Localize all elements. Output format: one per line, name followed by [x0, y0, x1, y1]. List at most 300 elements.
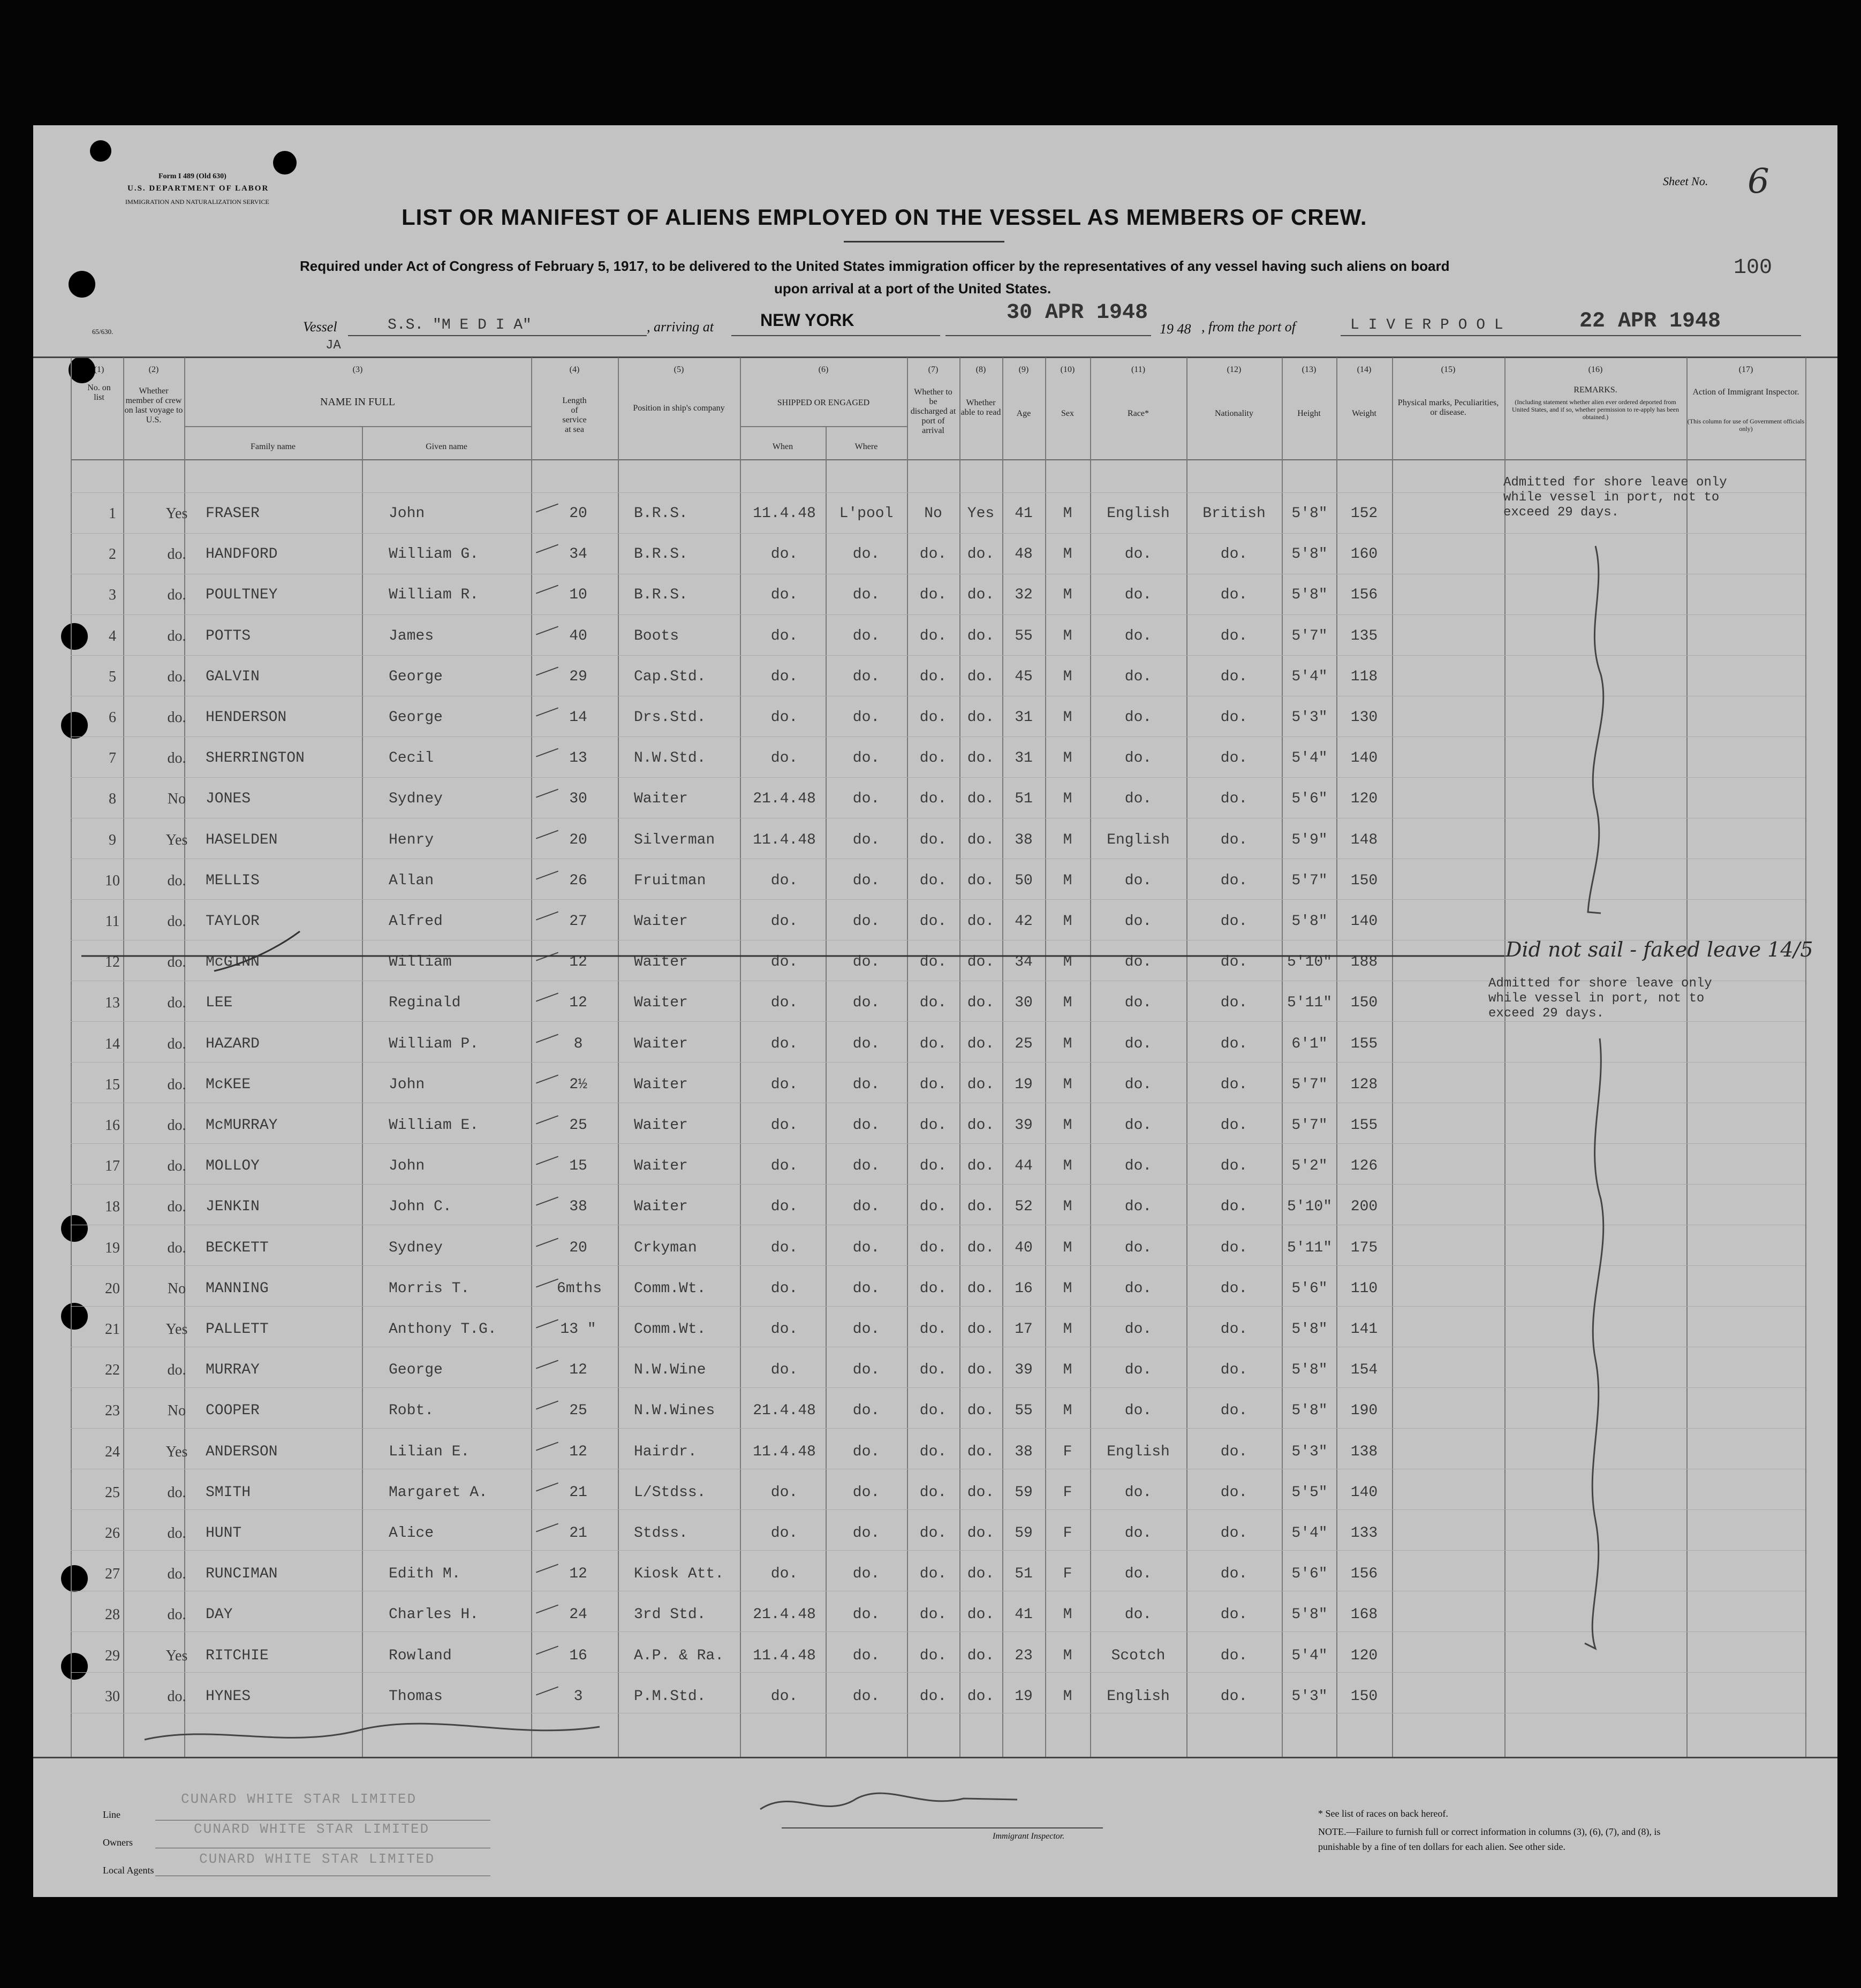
crew-position-cell: Hairdr.: [634, 1443, 697, 1460]
crew-discharged-cell: do.: [919, 995, 947, 1012]
crew-when-cell: 11.4.48: [753, 831, 816, 848]
crew-where-cell: do.: [852, 1484, 880, 1501]
crew-weight-cell: 156: [1350, 1566, 1378, 1583]
crew-discharged-cell: do.: [919, 1321, 947, 1338]
crew-when-cell: do.: [770, 1566, 798, 1583]
crew-prev-cell: No: [167, 1280, 186, 1297]
col-3-number: (3): [352, 365, 363, 374]
crew-read-cell: do.: [967, 1402, 995, 1420]
crew-given-cell: Reginald: [389, 995, 461, 1012]
crew-age-cell: 45: [1015, 668, 1033, 685]
crew-given-cell: James: [389, 627, 434, 644]
arrival-date: 30 APR 1948: [1007, 301, 1148, 325]
crew-race-cell: English: [1107, 831, 1170, 848]
crew-weight-cell: 133: [1350, 1525, 1378, 1542]
crew-age-cell: 40: [1015, 1239, 1033, 1256]
crew-nationality-cell: do.: [1220, 1280, 1248, 1297]
crew-no-cell: 1: [109, 505, 116, 522]
crew-age-cell: 17: [1015, 1321, 1033, 1338]
crew-nationality-cell: do.: [1220, 913, 1248, 930]
crew-age-cell: 19: [1015, 1688, 1033, 1705]
crew-height-cell: 5'8": [1291, 1362, 1328, 1379]
col-7-number: (7): [928, 365, 939, 374]
crew-family-cell: TAYLOR: [206, 913, 260, 930]
crew-read-cell: do.: [967, 1688, 995, 1705]
crew-nationality-cell: do.: [1220, 791, 1248, 808]
crew-when-cell: do.: [770, 750, 798, 767]
crew-where-cell: do.: [852, 627, 880, 644]
crew-family-cell: POULTNEY: [206, 587, 278, 604]
crew-when-cell: do.: [770, 546, 798, 563]
crew-family-cell: SHERRINGTON: [206, 750, 305, 767]
col-14-number: (14): [1357, 365, 1372, 374]
crew-read-cell: do.: [967, 1321, 995, 1338]
crew-weight-cell: 118: [1350, 668, 1378, 685]
crew-age-cell: 23: [1015, 1647, 1033, 1664]
crew-service-cell: 25: [569, 1117, 587, 1134]
crew-height-cell: 5'8": [1291, 505, 1328, 522]
col-6-when: When: [772, 442, 793, 451]
crew-age-cell: 16: [1015, 1280, 1033, 1297]
crew-age-cell: 31: [1015, 709, 1033, 726]
crew-where-cell: do.: [852, 1566, 880, 1583]
crew-where-cell: do.: [852, 1525, 880, 1542]
crew-no-cell: 12: [105, 954, 120, 971]
crew-race-cell: do.: [1124, 913, 1152, 930]
crew-service-cell: 29: [569, 668, 587, 685]
col-13-number: (13): [1302, 365, 1317, 374]
crew-prev-cell: do.: [167, 1606, 186, 1623]
crew-position-cell: Stdss.: [634, 1525, 688, 1542]
crew-no-cell: 2: [109, 546, 116, 563]
crew-nationality-cell: do.: [1220, 1484, 1248, 1501]
crew-read-cell: do.: [967, 954, 995, 971]
crew-age-cell: 52: [1015, 1198, 1033, 1216]
crew-height-cell: 5'6": [1291, 1280, 1328, 1297]
crew-prev-cell: do.: [167, 913, 186, 930]
crew-read-cell: do.: [967, 1566, 995, 1583]
crew-given-cell: John: [389, 505, 425, 522]
crew-position-cell: N.W.Wine: [634, 1362, 706, 1379]
crew-where-cell: do.: [852, 668, 880, 685]
crew-service-cell: 13: [569, 750, 587, 767]
crew-race-cell: do.: [1124, 1321, 1152, 1338]
crew-height-cell: 5'4": [1291, 750, 1328, 767]
crew-prev-cell: do.: [167, 954, 186, 971]
crew-discharged-cell: do.: [919, 872, 947, 889]
crew-prev-cell: do.: [167, 668, 186, 685]
crew-sex-cell: M: [1063, 1280, 1072, 1297]
crew-position-cell: Comm.Wt.: [634, 1280, 706, 1297]
crew-where-cell: do.: [852, 546, 880, 563]
crew-position-cell: B.R.S.: [634, 587, 688, 604]
crew-given-cell: William E.: [389, 1117, 479, 1134]
crew-race-cell: do.: [1124, 1362, 1152, 1379]
crew-given-cell: Charles H.: [389, 1606, 479, 1623]
crew-family-cell: BECKETT: [206, 1239, 269, 1256]
crew-age-cell: 39: [1015, 1117, 1033, 1134]
from-label: , from the port of: [1201, 319, 1296, 335]
crew-age-cell: 38: [1015, 831, 1033, 848]
remark-row-1: Admitted for shore leave only while vessel in port, not to exceed 29 days.: [1503, 475, 1727, 520]
crew-discharged-cell: do.: [919, 1280, 947, 1297]
crew-race-cell: do.: [1124, 954, 1152, 971]
page-title: LIST OR MANIFEST OF ALIENS EMPLOYED ON THE VESSEL AS MEMBERS OF CREW.: [402, 204, 1367, 230]
crew-race-cell: do.: [1124, 1566, 1152, 1583]
crew-when-cell: do.: [770, 587, 798, 604]
crew-when-cell: do.: [770, 1158, 798, 1175]
crew-read-cell: do.: [967, 1362, 995, 1379]
crew-age-cell: 41: [1015, 505, 1033, 522]
service: IMMIGRATION AND NATURALIZATION SERVICE: [125, 198, 269, 206]
crew-given-cell: Allan: [389, 872, 434, 889]
crew-prev-cell: No: [167, 791, 186, 808]
line-value: CUNARD WHITE STAR LIMITED: [181, 1791, 417, 1807]
crew-position-cell: Waiter: [634, 1158, 688, 1175]
crew-race-cell: do.: [1124, 1402, 1152, 1420]
crew-position-cell: Silverman: [634, 831, 715, 848]
crew-family-cell: FRASER: [206, 505, 260, 522]
col-9-label: Age: [1016, 409, 1031, 418]
crew-family-cell: MOLLOY: [206, 1158, 260, 1175]
crew-no-cell: 10: [105, 872, 120, 889]
crew-nationality-cell: do.: [1220, 995, 1248, 1012]
crew-weight-cell: 141: [1350, 1321, 1378, 1338]
crew-race-cell: do.: [1124, 872, 1152, 889]
crew-where-cell: do.: [852, 1239, 880, 1256]
crew-weight-cell: 140: [1350, 750, 1378, 767]
crew-position-cell: Waiter: [634, 791, 688, 808]
crew-given-cell: George: [389, 1362, 443, 1379]
vessel-name: S.S. "M E D I A": [388, 317, 532, 333]
crew-when-cell: do.: [770, 627, 798, 644]
crew-position-cell: 3rd Std.: [634, 1606, 706, 1623]
crew-when-cell: do.: [770, 668, 798, 685]
crew-given-cell: John C.: [389, 1198, 452, 1216]
crew-weight-cell: 154: [1350, 1362, 1378, 1379]
crew-when-cell: 21.4.48: [753, 1606, 816, 1623]
crew-prev-cell: do.: [167, 1688, 186, 1705]
crew-where-cell: do.: [852, 1402, 880, 1420]
col-11-label: Race*: [1128, 409, 1149, 418]
crew-prev-cell: No: [167, 1402, 186, 1420]
crew-sex-cell: M: [1063, 1239, 1072, 1256]
crew-when-cell: do.: [770, 913, 798, 930]
crew-prev-cell: do.: [167, 750, 186, 767]
crew-discharged-cell: do.: [919, 1566, 947, 1583]
crew-discharged-cell: do.: [919, 1198, 947, 1216]
crew-sex-cell: M: [1063, 1035, 1072, 1052]
col-14-label: Weight: [1352, 409, 1376, 418]
crew-position-cell: Kiosk Att.: [634, 1566, 724, 1583]
crew-age-cell: 41: [1015, 1606, 1033, 1623]
crew-discharged-cell: do.: [919, 913, 947, 930]
crew-service-cell: 12: [569, 995, 587, 1012]
crew-where-cell: do.: [852, 1647, 880, 1664]
crew-age-cell: 30: [1015, 995, 1033, 1012]
crew-height-cell: 5'8": [1291, 1606, 1328, 1623]
crew-prev-cell: do.: [167, 587, 186, 604]
crew-prev-cell: do.: [167, 872, 186, 889]
crew-read-cell: do.: [967, 1198, 995, 1216]
crew-weight-cell: 135: [1350, 627, 1378, 644]
crew-weight-cell: 152: [1350, 505, 1378, 522]
crew-where-cell: do.: [852, 872, 880, 889]
crew-discharged-cell: do.: [919, 1402, 947, 1420]
crew-family-cell: LEE: [206, 995, 233, 1012]
crew-given-cell: Robt.: [389, 1402, 434, 1420]
arriving-port: NEW YORK: [760, 310, 854, 330]
crew-given-cell: Lilian E.: [389, 1443, 470, 1460]
footnote-races: * See list of races on back hereof.: [1318, 1808, 1448, 1819]
crew-when-cell: do.: [770, 1525, 798, 1542]
crew-weight-cell: 150: [1350, 995, 1378, 1012]
col-17-note: (This column for use of Government officials only): [1687, 418, 1805, 432]
crew-discharged-cell: do.: [919, 1484, 947, 1501]
crew-position-cell: Waiter: [634, 954, 688, 971]
crew-sex-cell: M: [1063, 872, 1072, 889]
crew-prev-cell: Yes: [165, 831, 188, 848]
crew-service-cell: 2½: [569, 1076, 587, 1093]
col-15-number: (15): [1441, 365, 1456, 374]
crew-when-cell: do.: [770, 1198, 798, 1216]
col-2-label: Whether member of crew on last voyage to U.S.: [124, 386, 183, 424]
crew-no-cell: 13: [105, 995, 120, 1012]
crew-nationality-cell: do.: [1220, 872, 1248, 889]
form-number: Form I 489 (Old 630): [158, 172, 226, 180]
crew-nationality-cell: do.: [1220, 1158, 1248, 1175]
crew-nationality-cell: do.: [1220, 1525, 1248, 1542]
crew-service-cell: 12: [569, 1443, 587, 1460]
crew-given-cell: Sydney: [389, 791, 443, 808]
crew-family-cell: PALLETT: [206, 1321, 269, 1338]
crew-no-cell: 17: [105, 1158, 120, 1175]
crew-position-cell: Waiter: [634, 1198, 688, 1216]
crew-race-cell: do.: [1124, 709, 1152, 726]
crew-given-cell: Anthony T.G.: [389, 1321, 497, 1338]
crew-when-cell: do.: [770, 954, 798, 971]
crew-given-cell: William: [389, 954, 452, 971]
crew-discharged-cell: do.: [919, 1606, 947, 1623]
crew-height-cell: 5'11": [1287, 995, 1332, 1012]
crew-no-cell: 16: [105, 1117, 120, 1134]
crew-family-cell: POTTS: [206, 627, 251, 644]
crew-weight-cell: 140: [1350, 913, 1378, 930]
crew-read-cell: do.: [967, 1647, 995, 1664]
crew-weight-cell: 188: [1350, 954, 1378, 971]
col-10-label: Sex: [1061, 409, 1074, 418]
crew-nationality-cell: do.: [1220, 1443, 1248, 1460]
crew-family-cell: JENKIN: [206, 1198, 260, 1216]
crew-when-cell: do.: [770, 1280, 798, 1297]
crew-given-cell: Sydney: [389, 1239, 443, 1256]
crew-weight-cell: 160: [1350, 546, 1378, 563]
crew-read-cell: do.: [967, 587, 995, 604]
crew-age-cell: 39: [1015, 1362, 1033, 1379]
crew-nationality-cell: British: [1202, 505, 1266, 522]
crew-where-cell: do.: [852, 1158, 880, 1175]
crew-age-cell: 50: [1015, 872, 1033, 889]
crew-weight-cell: 126: [1350, 1158, 1378, 1175]
crew-sex-cell: F: [1063, 1484, 1072, 1501]
crew-family-cell: HASELDEN: [206, 831, 278, 848]
col-4-label: Length of service at sea: [562, 396, 587, 434]
crew-position-cell: Waiter: [634, 1117, 688, 1134]
from-port: L I V E R P O O L: [1350, 317, 1503, 333]
crew-no-cell: 11: [105, 913, 120, 930]
crew-service-cell: 12: [569, 1362, 587, 1379]
crew-given-cell: Alfred: [389, 913, 443, 930]
crew-race-cell: do.: [1124, 1076, 1152, 1093]
crew-where-cell: do.: [852, 1688, 880, 1705]
crew-read-cell: do.: [967, 1076, 995, 1093]
crew-position-cell: P.M.Std.: [634, 1688, 706, 1705]
crew-service-cell: 20: [569, 831, 587, 848]
crew-family-cell: RITCHIE: [206, 1647, 269, 1664]
remark-row-13: Admitted for shore leave only while vessel in port, not to exceed 29 days.: [1488, 976, 1712, 1021]
crew-sex-cell: M: [1063, 1402, 1072, 1420]
crew-nationality-cell: do.: [1220, 1198, 1248, 1216]
crew-read-cell: do.: [967, 791, 995, 808]
crew-height-cell: 5'8": [1291, 587, 1328, 604]
arriving-label: , arriving at: [647, 319, 714, 335]
col-16-number: (16): [1588, 365, 1603, 374]
col-1-label: No. on list: [87, 383, 111, 402]
crew-race-cell: do.: [1124, 1525, 1152, 1542]
crew-when-cell: do.: [770, 1117, 798, 1134]
crew-no-cell: 29: [105, 1647, 120, 1664]
agents-value: CUNARD WHITE STAR LIMITED: [199, 1851, 435, 1867]
col-9-number: (9): [1018, 365, 1029, 374]
crew-service-cell: 21: [569, 1525, 587, 1542]
col-6-label: SHIPPED OR ENGAGED: [777, 398, 870, 407]
crew-position-cell: B.R.S.: [634, 546, 688, 563]
crew-prev-cell: do.: [167, 1484, 186, 1501]
inspector-underline: [782, 1827, 1103, 1828]
crew-race-cell: do.: [1124, 1035, 1152, 1052]
crew-no-cell: 19: [105, 1239, 120, 1256]
crew-when-cell: do.: [770, 1484, 798, 1501]
crew-nationality-cell: do.: [1220, 1688, 1248, 1705]
crew-service-cell: 8: [573, 1035, 583, 1052]
crew-discharged-cell: do.: [919, 1117, 947, 1134]
crew-nationality-cell: do.: [1220, 668, 1248, 685]
crew-age-cell: 25: [1015, 1035, 1033, 1052]
crew-weight-cell: 110: [1350, 1280, 1378, 1297]
crew-read-cell: do.: [967, 1606, 995, 1623]
crew-position-cell: N.W.Wines: [634, 1402, 715, 1420]
crew-age-cell: 55: [1015, 1402, 1033, 1420]
crew-service-cell: 24: [569, 1606, 587, 1623]
crew-no-cell: 6: [109, 709, 116, 726]
crew-where-cell: do.: [852, 1443, 880, 1460]
crew-position-cell: Cap.Std.: [634, 668, 706, 685]
crew-race-cell: do.: [1124, 668, 1152, 685]
crew-prev-cell: Yes: [165, 505, 188, 522]
crew-age-cell: 48: [1015, 546, 1033, 563]
crew-service-cell: 21: [569, 1484, 587, 1501]
crew-discharged-cell: do.: [919, 1076, 947, 1093]
crew-prev-cell: do.: [167, 1158, 186, 1175]
crew-nationality-cell: do.: [1220, 1321, 1248, 1338]
col-12-label: Nationality: [1215, 409, 1253, 418]
crew-race-cell: English: [1107, 1443, 1170, 1460]
crew-weight-cell: 155: [1350, 1117, 1378, 1134]
crew-weight-cell: 190: [1350, 1402, 1378, 1420]
crew-race-cell: do.: [1124, 1484, 1152, 1501]
col-17-number: (17): [1738, 365, 1753, 374]
crew-sex-cell: M: [1063, 1117, 1072, 1134]
crew-no-cell: 8: [109, 791, 116, 808]
crew-sex-cell: M: [1063, 831, 1072, 848]
crew-discharged-cell: do.: [919, 954, 947, 971]
col-1-number: (1): [94, 365, 104, 374]
col-3-family: Family name: [251, 442, 296, 451]
crew-sex-cell: M: [1063, 995, 1072, 1012]
crew-sex-cell: M: [1063, 627, 1072, 644]
crew-when-cell: do.: [770, 1321, 798, 1338]
crew-service-cell: 27: [569, 913, 587, 930]
crew-service-cell: 3: [573, 1688, 583, 1705]
crew-discharged-cell: do.: [919, 791, 947, 808]
crew-height-cell: 5'3": [1291, 709, 1328, 726]
crew-discharged-cell: do.: [919, 1443, 947, 1460]
crew-prev-cell: Yes: [165, 1321, 188, 1338]
crew-prev-cell: do.: [167, 995, 186, 1012]
crew-weight-cell: 155: [1350, 1035, 1378, 1052]
crew-height-cell: 5'7": [1291, 627, 1328, 644]
crew-weight-cell: 140: [1350, 1484, 1378, 1501]
crew-where-cell: L'pool: [839, 505, 894, 522]
crew-height-cell: 5'2": [1291, 1158, 1328, 1175]
crew-prev-cell: do.: [167, 546, 186, 563]
crew-service-cell: 25: [569, 1402, 587, 1420]
crew-given-cell: Edith M.: [389, 1566, 461, 1583]
crew-family-cell: HAZARD: [206, 1035, 260, 1052]
crew-race-cell: do.: [1124, 1239, 1152, 1256]
crew-service-cell: 20: [569, 505, 587, 522]
crew-position-cell: L/Stdss.: [634, 1484, 706, 1501]
crew-age-cell: 32: [1015, 587, 1033, 604]
crew-sex-cell: M: [1063, 1076, 1072, 1093]
crew-read-cell: do.: [967, 1239, 995, 1256]
crew-family-cell: MURRAY: [206, 1362, 260, 1379]
crew-height-cell: 5'10": [1287, 954, 1332, 971]
crew-height-cell: 5'3": [1291, 1443, 1328, 1460]
crew-service-cell: 13 ": [560, 1321, 596, 1338]
crew-sex-cell: M: [1063, 1647, 1072, 1664]
crew-age-cell: 38: [1015, 1443, 1033, 1460]
crew-given-cell: George: [389, 709, 443, 726]
crew-read-cell: do.: [967, 627, 995, 644]
crew-when-cell: 11.4.48: [753, 505, 816, 522]
crew-read-cell: do.: [967, 1443, 995, 1460]
crew-no-cell: 5: [109, 668, 116, 685]
crew-sex-cell: M: [1063, 1688, 1072, 1705]
crew-family-cell: McKEE: [206, 1076, 251, 1093]
crew-height-cell: 5'7": [1291, 1076, 1328, 1093]
crew-position-cell: Waiter: [634, 1076, 688, 1093]
crew-family-cell: SMITH: [206, 1484, 251, 1501]
crew-weight-cell: 150: [1350, 872, 1378, 889]
crew-age-cell: 42: [1015, 913, 1033, 930]
page-stamp: 100: [1734, 256, 1773, 280]
crew-height-cell: 5'8": [1291, 1402, 1328, 1420]
crew-weight-cell: 120: [1350, 791, 1378, 808]
crew-prev-cell: do.: [167, 1117, 186, 1134]
crew-race-cell: do.: [1124, 587, 1152, 604]
crew-where-cell: do.: [852, 1198, 880, 1216]
